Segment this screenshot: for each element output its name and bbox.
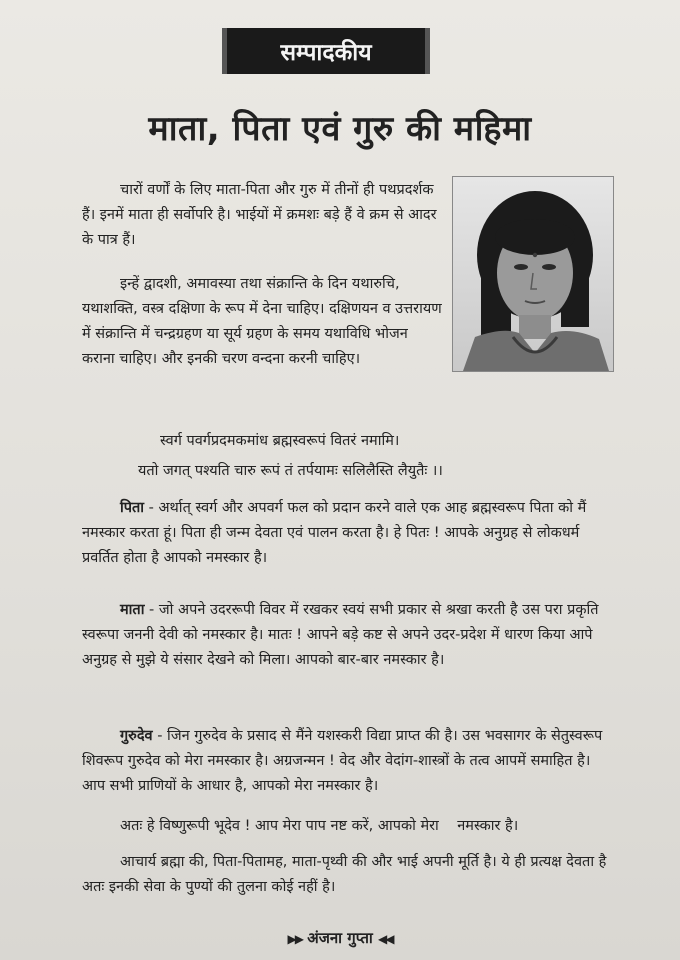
verse-line-1: स्वर्ग पवर्गप्रदमकमांध ब्रह्मस्वरूपं वितरं नमामि। <box>160 433 400 449</box>
mata-paragraph <box>82 598 614 673</box>
verse-line-2: यतो जगत् पश्यति चारु रूपं तं तर्पयामः सलिलैस्ति लैयुतैः ।। <box>138 463 443 479</box>
mata-label: माता <box>120 602 145 618</box>
intro-paragraph-1: चारों वर्णों के लिए माता-पिता और गुरु में तीनों ही पथप्रदर्शक हैं। इनमें माता ही सर्वोपरि है। भाईयों में क्रमशः बड़े हैं वे क्रम से आदर के पात्र हैं। <box>82 182 437 248</box>
article-title: माता, पिता एवं गुरु की महिमा <box>148 109 532 149</box>
author-portrait-image <box>453 177 613 371</box>
pita-label: पिता <box>120 500 145 516</box>
intro-paragraph-2: इन्हें द्वादशी, अमावस्या तथा संक्रान्ति के दिन यथारुचि, यथाशक्ति, वस्त्र दक्षिणा के रूप में देना चाहिए। दक्षिणयन व उत्तरायण में संक्रान्ति में चन्द्रग्रहण या सूर्य ग्रहण के समय यथाविधि भोजन कराना चाहिए। और इनकी चरण वन्दना करनी चाहिए। <box>82 276 442 367</box>
author-byline <box>0 928 680 948</box>
pita-text: - अर्थात् स्वर्ग और अपवर्ग फल को प्रदान करने वाले एक आह ब्रह्मस्वरूप पिता को मैं नमस्कार करता हूं। पिता ही जन्म देवता एवं पालन करता है। हे पितः ! आपके अनुग्रह से लोकधर्म प्रवर्तित होता है आपको नमस्कार है। <box>82 500 587 566</box>
mata-text: - जो अपने उदररूपी विवर में रखकर स्वयं सभी प्रकार से श्रखा करती है उस परा प्रकृति स्वरूपा जननी देवी को नमस्कार है। मातः ! आपने बड़े कष्ट से अपने उदर-प्रदेश में धारण किया आपे अनुग्रह से मुझे ये संसार देखने को मिला। आपको बार-बार नमस्कार है। <box>82 602 599 668</box>
gurudev-text: - जिन गुरुदेव के प्रसाद से मैंने यशस्करी विद्या प्राप्त की है। उस भवसागर के सेतुस्वरूप शिवरूप गुरुदेव को मेरा नमस्कार है। अग्रजन्मन ! वेद और वेदांग-शास्त्रों के तत्व आपमें समाहित है। आप सभी प्राणियों के आधार है, आपको मेरा नमस्कार है। <box>82 728 603 794</box>
gurudev-label: गुरुदेव <box>120 728 153 744</box>
author-photo <box>452 176 614 372</box>
closing-paragraph-1: अतः हे विष्णुरूपी भूदेव ! आप मेरा पाप नष्ट करें, आपको मेरा नमस्कार है। <box>120 818 519 834</box>
closing-paragraph-2: आचार्य ब्रह्मा की, पिता-पितामह, माता-पृथ्वी की और भाई अपनी मूर्ति है। ये ही प्रत्यक्ष देवता है अतः इनकी सेवा के पुण्यों की तुलना कोई नहीं है। <box>82 854 607 895</box>
byline-right-marker-icon: ◀◀ <box>378 932 393 946</box>
byline-left-marker-icon: ▶▶ <box>287 932 302 946</box>
gurudev-paragraph <box>82 724 614 799</box>
section-tag: सम्पादकीय <box>222 28 430 74</box>
pita-paragraph <box>82 496 614 571</box>
author-name: अंजना गुप्ता <box>307 929 373 947</box>
